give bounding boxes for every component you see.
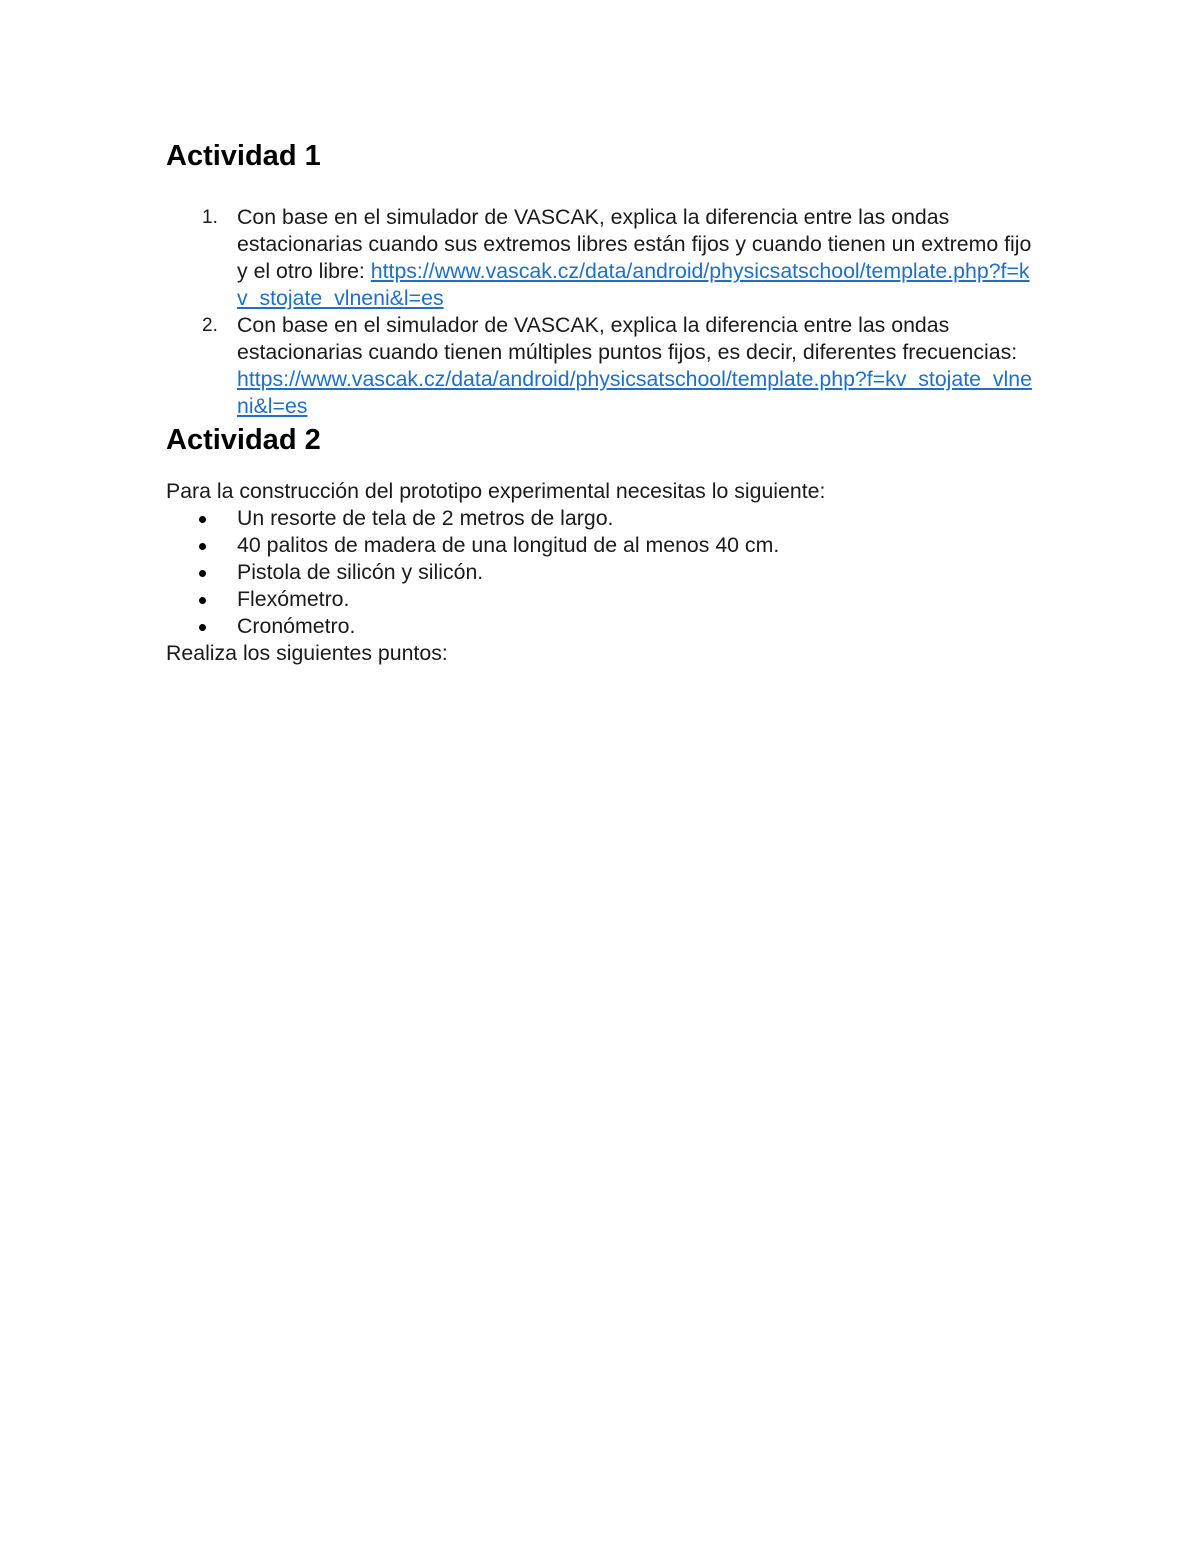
materials-list — [166, 505, 1046, 640]
vascak-simulator-link[interactable]: https://www.vascak.cz/data/android/physicsatschool/template.php?f=kv_stojate_vlneni&l=es — [237, 259, 1030, 310]
bullet-icon — [199, 570, 206, 577]
material-text: Un resorte de tela de 2 metros de largo. — [237, 506, 614, 530]
list-item — [166, 312, 1032, 420]
list-item — [166, 586, 1032, 613]
list-item-text: Con base en el simulador de VASCAK, explica la diferencia entre las ondas estacionarias cuando sus extremos libres están fijos y cuando tienen un extremo fijo y el otro libre: — [237, 205, 1032, 283]
list-item — [166, 613, 1032, 640]
document-content — [166, 138, 1046, 667]
heading-actividad-1: Actividad 1 — [166, 140, 321, 172]
closing-text: Realiza los siguientes puntos: — [166, 641, 448, 665]
list-item — [166, 204, 1032, 312]
list-item-number: 2. — [202, 315, 218, 336]
list-item-number: 1. — [202, 207, 218, 228]
activity-1-list — [166, 204, 1046, 420]
material-text: Pistola de silicón y silicón. — [237, 560, 484, 584]
bullet-icon — [199, 624, 206, 631]
bullet-icon — [199, 543, 206, 550]
material-text: 40 palitos de madera de una longitud de al menos 40 cm. — [237, 533, 780, 557]
material-text: Cronómetro. — [237, 614, 356, 638]
vascak-simulator-link[interactable]: https://www.vascak.cz/data/android/physicsatschool/template.php?f=kv_stojate_vlneni&l=es — [237, 367, 1032, 418]
materials-intro: Para la construcción del prototipo experimental necesitas lo siguiente: — [166, 479, 826, 503]
bullet-icon — [199, 597, 206, 604]
list-item — [166, 505, 1032, 532]
material-text: Flexómetro. — [237, 587, 350, 611]
list-item — [166, 559, 1032, 586]
list-item — [166, 532, 1032, 559]
list-item-text: Con base en el simulador de VASCAK, explica la diferencia entre las ondas estacionarias cuando tienen múltiples puntos fijos, es decir, diferentes frecuencias: — [237, 313, 1018, 364]
heading-actividad-2: Actividad 2 — [166, 424, 321, 456]
bullet-icon — [199, 516, 206, 523]
